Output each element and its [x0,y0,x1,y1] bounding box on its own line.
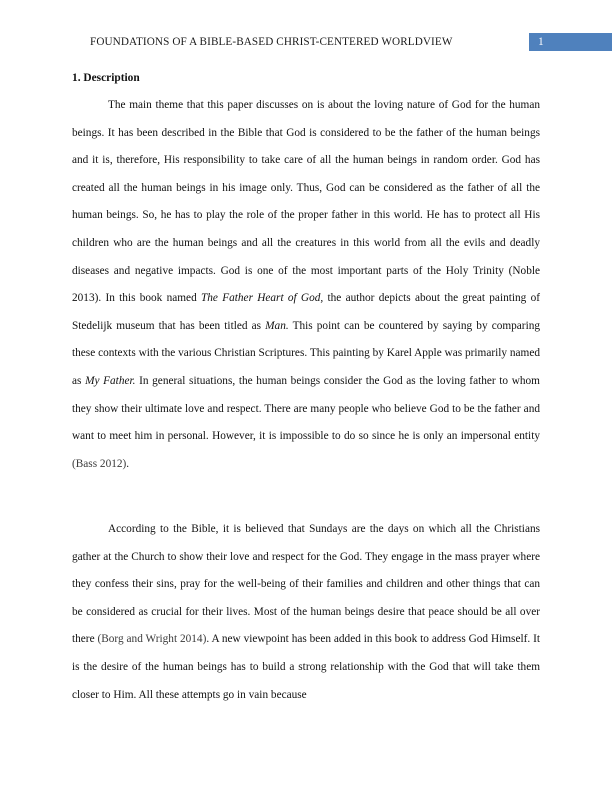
paragraph-text: . A new viewpoint has been added in this book to address God Himself. It is the desire of the human beings has to build a strong relationship with the God that will take them closer to Him. All these attempts go in vain because [72,633,540,701]
paragraph-text: The main theme that this paper discusses on is about the loving nature of God for the human beings. It has been described in the Bible that God is considered to be the father of the human beings and it is, therefore, His responsibility to take care of all the human beings in random order. God has created all the human beings in his image only. Thus, God can be considered as the father of all the human beings. So, he has to play the role of the proper father in this world. He has to protect all His children who are the human beings and all the creatures in this world from all the evils and deadly diseases and negative impacts. God is one of the most important parts of the Holy Trinity (Noble 2013). In this book named [72,99,540,305]
painting-title: Man. [265,319,289,332]
section-heading: 1. Description [72,72,140,84]
citation: (Borg and Wright 2014) [97,633,207,646]
page-number-badge: 1 [529,33,612,51]
body-paragraph-1 [72,92,540,478]
body-paragraph-2 [72,516,540,709]
paragraph-text: According to the Bible, it is believed that Sundays are the days on which all the Christians gather at the Church to show their love and respect for the God. They engage in the mass prayer where they confess their sins, pray for the well-being of their families and children and other things that can be considered as crucial for their lives. Most of the human beings desire that peace should be all over there [72,523,540,646]
paragraph-text: the author depicts about the great painting of Stedelijk museum that has been titled as [72,292,540,332]
paragraph-text: In general situations, the human beings consider the God as the loving father to whom they show their ultimate love and respect. There are many people who believe God to be the father and want to meet him in personal. However, it is impossible to do so since he is only an impersonal entity [72,374,540,443]
citation: (Bass 2012) [72,457,127,470]
running-head-title: FOUNDATIONS OF A BIBLE-BASED CHRIST-CENTERED WORLDVIEW [90,36,453,48]
paragraph-text: . [126,457,130,470]
paragraph-text: This point can be countered by saying by comparing these contexts with the various Christian Scriptures. This painting by Karel Apple was primarily named as [72,319,541,387]
book-title: The Father Heart of God, [201,292,324,305]
painting-name: My Father. [85,374,136,387]
